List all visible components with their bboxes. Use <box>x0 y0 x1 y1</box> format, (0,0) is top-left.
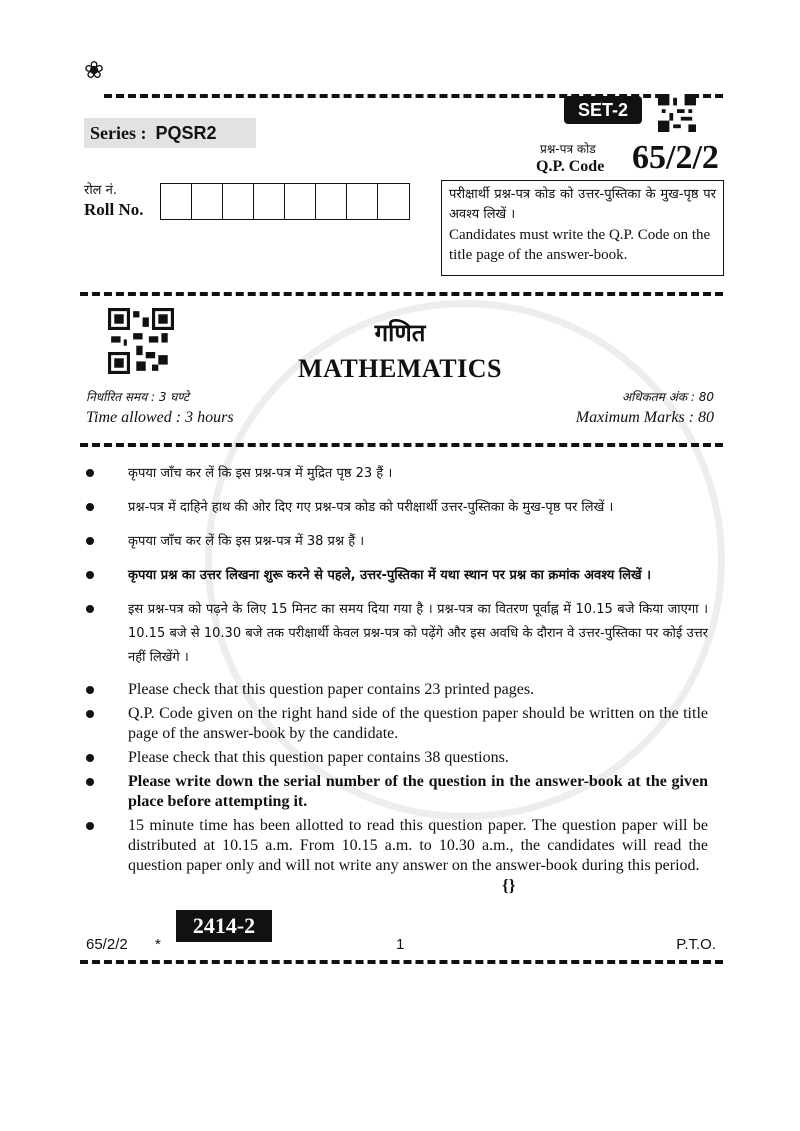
roll-box <box>316 184 347 219</box>
bottom-dashed-rule <box>80 960 723 964</box>
list-item: 15 minute time has been allotted to read this question paper. The question paper will be distributed at 10.15 a.m. From 10.15 a.m. to 10.30 a.m., the candidates will read the question paper only and will not write any answer on the answer-book during this period. <box>86 816 708 876</box>
list-item: Please write down the serial number of the question in the answer-book at the given place before attempting it. <box>86 772 708 812</box>
series-label: Series : PQSR2 <box>84 118 256 148</box>
roll-label-hi: रोल नं. <box>84 183 117 198</box>
max-marks-hi: अधिकतम अंक : 80 <box>621 390 714 404</box>
roll-box <box>347 184 378 219</box>
list-item: प्रश्न-पत्र में दाहिने हाथ की ओर दिए गए प्रश्न-पत्र कोड को परीक्षार्थी उत्तर-पुस्तिका के मुख-पृष्ठ पर लिखें । <box>86 496 708 520</box>
list-item: Please check that this question paper contains 23 printed pages. <box>86 680 708 700</box>
qp-code-instruction-box <box>441 180 724 276</box>
dashed-rule-2 <box>80 292 723 296</box>
subject-title-hi: गणित <box>374 319 426 347</box>
pto-label: P.T.O. <box>676 936 716 953</box>
roll-box <box>285 184 316 219</box>
roll-box <box>378 184 409 219</box>
bullet-icon <box>86 778 94 786</box>
roll-number-boxes <box>160 183 410 220</box>
list-item: कृपया प्रश्न का उत्तर लिखना शुरू करने से पहले, उत्तर-पुस्तिका में यथा स्थान पर प्रश्न का क्रमांक अवश्य लिखें । <box>86 564 708 588</box>
bullet-icon <box>86 571 94 579</box>
series-code: PQSR2 <box>155 123 217 143</box>
instruction-box-hi: परीक्षार्थी प्रश्न-पत्र कोड को उत्तर-पुस्तिका के मुख-पृष्ठ पर अवश्य लिखें । <box>449 187 716 222</box>
subject-title-en: MATHEMATICS <box>298 354 502 383</box>
qp-code-label-hi: प्रश्न-पत्र कोड <box>540 142 596 156</box>
general-instructions-list <box>86 462 708 880</box>
time-allowed-en: Time allowed : 3 hours <box>86 409 234 426</box>
braces-mark: {} <box>502 876 516 895</box>
roll-box <box>223 184 254 219</box>
list-item: इस प्रश्न-पत्र को पढ़ने के लिए 15 मिनट का समय दिया गया है । प्रश्न-पत्र का वितरण पूर्वाह्न में 10.15 बजे किया जाएगा । 10.15 बजे से 10.30 बजे तक परीक्षार्थी केवल प्रश्न-पत्र को पढ़ेंगे और इस अवधि के दौरान वे उत्तर-पुस्तिका पर कोई उत्तर नहीं लिखेंगे । <box>86 598 708 670</box>
footer-asterisk: * <box>155 936 161 953</box>
list-item: कृपया जाँच कर लें कि इस प्रश्न-पत्र में 38 प्रश्न हैं । <box>86 530 708 554</box>
max-marks-en: Maximum Marks : 80 <box>575 409 714 426</box>
flower-icon: ❀ <box>84 56 105 84</box>
roll-box <box>254 184 285 219</box>
set-badge: SET-2 <box>564 96 642 124</box>
bullet-icon <box>86 754 94 762</box>
roll-label-en: Roll No. <box>84 200 144 219</box>
bullet-icon <box>86 537 94 545</box>
roll-box <box>161 184 192 219</box>
list-item: कृपया जाँच कर लें कि इस प्रश्न-पत्र में मुद्रित पृष्ठ 23 हैं । <box>86 462 708 486</box>
bullet-icon <box>86 686 94 694</box>
bullet-icon <box>86 503 94 511</box>
list-item: Q.P. Code given on the right hand side of the question paper should be written on the title page of the answer-book by the candidate. <box>86 704 708 744</box>
roll-box <box>192 184 223 219</box>
qp-code-label-en: Q.P. Code <box>536 158 605 175</box>
bullet-icon <box>86 605 94 613</box>
bullet-icon <box>86 469 94 477</box>
time-allowed-hi: निर्धारित समय : 3 घण्टे <box>86 390 190 404</box>
qp-code-value: 65/2/2 <box>632 139 719 176</box>
instruction-box-en: Candidates must write the Q.P. Code on the title page of the answer-book. <box>449 227 711 263</box>
paper-code-badge: 2414-2 <box>176 910 272 942</box>
page-number: 1 <box>396 936 405 953</box>
list-item: Please check that this question paper contains 38 questions. <box>86 748 708 768</box>
footer-qp-code: 65/2/2 <box>86 936 128 953</box>
dashed-rule-3 <box>80 443 723 447</box>
qr-code-small-icon <box>658 94 696 132</box>
bullet-icon <box>86 710 94 718</box>
bullet-icon <box>86 822 94 830</box>
